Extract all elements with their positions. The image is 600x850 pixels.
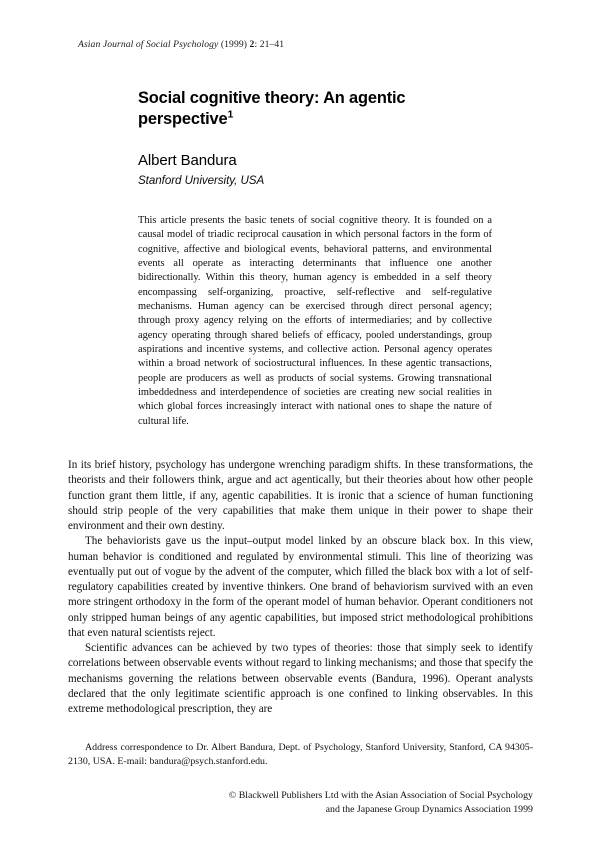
journal-year: (1999) xyxy=(220,39,248,50)
body-paragraph-1: In its brief history, psychology has undergone wrenching paradigm shifts. In these transformations, the theorists and their followers think, argue and act agentically, but their theories about how other people function grant them little, if any, agentic capabilities. It is ironic that a science of human functioning should strip people of the very capabilities that make them unique in their power to shape their environment and their own destiny. xyxy=(68,459,533,532)
journal-running-head xyxy=(78,38,528,51)
page-title xyxy=(138,88,494,129)
article-title-text: Social cognitive theory: An agentic perspective xyxy=(138,89,406,128)
author-affiliation: Stanford University, USA xyxy=(138,174,265,187)
correspondence-note: Address correspondence to Dr. Albert Bandura, Dept. of Psychology, Stanford University, Stanford, CA 94305-2130, USA. E-mail: bandura@psych.stanford.edu. xyxy=(68,742,533,767)
copyright-line-2: and the Japanese Group Dynamics Association 1999 xyxy=(325,803,533,815)
page-footer xyxy=(68,741,533,816)
title-footnote-marker: 1 xyxy=(227,108,234,121)
journal-volume: 2 xyxy=(249,39,255,50)
author-name: Albert Bandura xyxy=(138,152,237,169)
title-block xyxy=(138,88,494,129)
body-text xyxy=(68,458,533,717)
body-paragraph-2: The behaviorists gave us the input–output model linked by an obscure black box. In this view, human behavior is conditioned and regulated by environmental stimuli. This line of theorizing was eventually put out of vogue by the advent of the computer, which filled the black box with a lot of self-regulatory capabilities created by inventive thinkers. One brand of behaviorism survived with an even more stringent orthodoxy in the form of the operant model of human behavior. Operant conditioners not only stripped human beings of any agentic capabilities, but imposed strict methodological prohibitions that even natural scientists reject. xyxy=(68,535,533,639)
abstract-text: This article presents the basic tenets of social cognitive theory. It is founded on a causal model of triadic reciprocal causation in which personal factors in the form of cognitive, affective and biological events, behavioral patterns, and environmental events all operate as interacting determinants that influence one another bidirectionally. Within this theory, human agency is embedded in a self theory encompassing self-organizing, proactive, self-reflective and self-regulative mechanisms. Human agency can be exercised through direct personal agency; through proxy agency relying on the efforts of intermediaries; and by collective agency operating through shared beliefs of efficacy, pooled understandings, group aspirations and incentive systems, and collective action. Personal agency operates within a broad network of sociostructural influences. In these agentic transactions, people are producers as well as products of social systems. Growing transnational imbeddedness and interdependence of societies are creating new social realities in which global forces increasingly interact with national ones to shape the nature of cultural life. xyxy=(138,215,492,427)
copyright-line-1: © Blackwell Publishers Ltd with the Asian Association of Social Psychology xyxy=(228,790,533,802)
journal-pages: : 21–41 xyxy=(254,39,285,50)
journal-name: Asian Journal of Social Psychology xyxy=(78,39,219,50)
body-paragraph-3: Scientific advances can be achieved by two types of theories: those that simply seek to identify correlations between observable events without regard to linking mechanisms; and those that specify the mechanisms governing the relations between observable events (Bandura, 1996). Operant analysts declared that the only legitimate scientific approach is one confined to linking observables. In this extreme methodological prescription, they are xyxy=(68,642,533,715)
copyright-notice xyxy=(68,789,533,816)
